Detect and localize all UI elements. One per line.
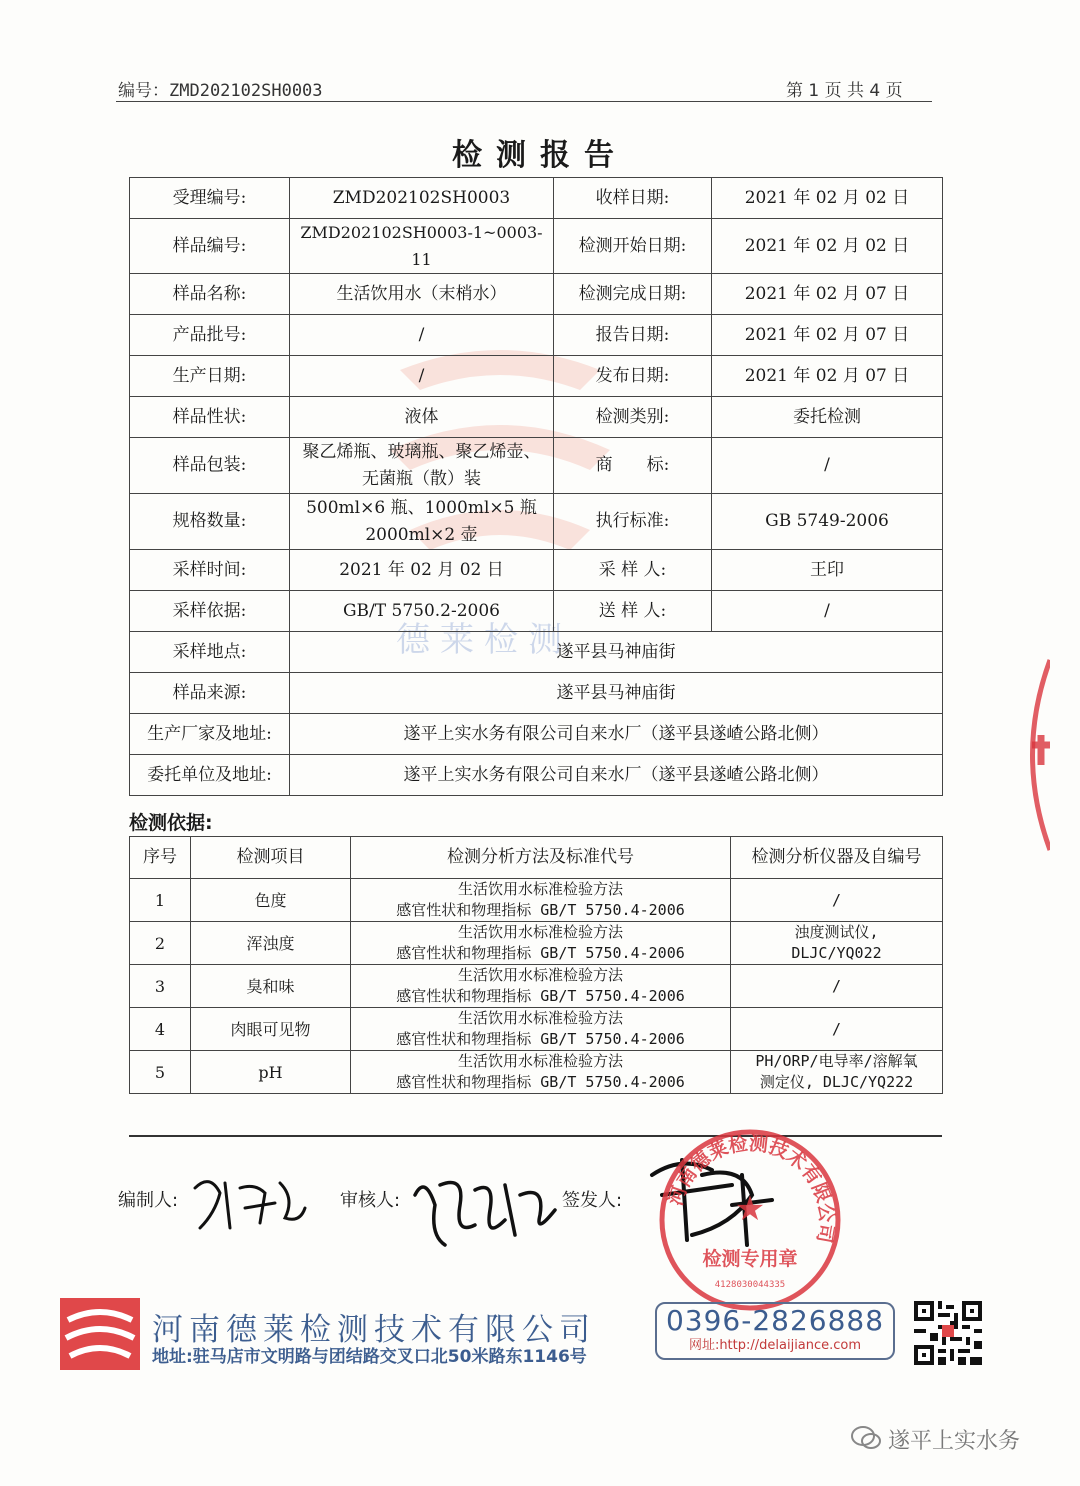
footer-company-name: 河南德莱检测技术有限公司 bbox=[152, 1312, 596, 1348]
watermark-text: 德莱检测 bbox=[396, 620, 572, 660]
table-row bbox=[130, 755, 943, 796]
table-row bbox=[130, 494, 943, 550]
category-value: 委托检测 bbox=[712, 397, 943, 438]
stamp-ring-text: 河南德莱检测技术有限公司 bbox=[664, 1132, 838, 1245]
row-instrument bbox=[731, 1051, 943, 1094]
end-date-value: 2021 年 02 月 07 日 bbox=[712, 274, 943, 315]
package-value bbox=[290, 438, 554, 494]
col-header-method: 检测分析方法及标准代号 bbox=[351, 837, 731, 879]
sample-name-value: 生活饮用水（末梢水） bbox=[290, 274, 554, 315]
prod-date-label: 生产日期: bbox=[130, 356, 290, 397]
start-date-value: 2021 年 02 月 02 日 bbox=[712, 219, 943, 274]
spec-line-2: 2000ml×2 壶 bbox=[365, 524, 478, 545]
manufacturer-value: 遂平上实水务有限公司自来水厂（遂平县遂嵖公路北侧） bbox=[290, 714, 943, 755]
test-basis-title: 检测依据: bbox=[129, 812, 213, 834]
method-line-1: 生活饮用水标准检验方法 bbox=[457, 1052, 623, 1070]
issuer-label: 签发人: bbox=[562, 1190, 623, 1211]
sampler-label: 采 样 人: bbox=[554, 550, 712, 591]
table-row bbox=[130, 673, 943, 714]
manufacturer-label: 生产厂家及地址: bbox=[130, 714, 290, 755]
footer-address: 地址:驻马店市文明路与团结路交叉口北50米路东1146号 bbox=[152, 1347, 587, 1367]
spec-value bbox=[290, 494, 554, 550]
row-no: 1 bbox=[130, 879, 191, 922]
brand-value: / bbox=[712, 438, 943, 494]
sampler-value: 王印 bbox=[712, 550, 943, 591]
package-line-1: 聚乙烯瓶、玻璃瓶、聚乙烯壶、 bbox=[302, 441, 541, 462]
footer-website[interactable]: 网址:http://delaijiance.com bbox=[688, 1338, 862, 1353]
basis-value: GB/T 5750.2-2006 bbox=[290, 591, 554, 632]
table-row bbox=[130, 632, 943, 673]
footer-phone: 0396-2826888 bbox=[665, 1304, 885, 1337]
table-row bbox=[130, 965, 943, 1008]
method-line-1: 生活饮用水标准检验方法 bbox=[457, 966, 623, 984]
instrument-line-1: 浊度测试仪, bbox=[794, 923, 879, 941]
location-label: 采样地点: bbox=[130, 632, 290, 673]
category-label: 检测类别: bbox=[554, 397, 712, 438]
method-line-1: 生活饮用水标准检验方法 bbox=[457, 880, 623, 898]
row-no: 2 bbox=[130, 922, 191, 965]
stamp-center-text: 检测专用章 bbox=[702, 1248, 798, 1270]
sample-time-label: 采样时间: bbox=[130, 550, 290, 591]
state-label: 样品性状: bbox=[130, 397, 290, 438]
qr-code-icon bbox=[914, 1300, 982, 1366]
table-row bbox=[130, 922, 943, 965]
report-title: 检测报告 bbox=[452, 138, 628, 173]
compiler-signature bbox=[185, 1168, 315, 1243]
side-stamp-icon bbox=[1010, 655, 1050, 855]
stamp-number: 4128030044335 bbox=[714, 1280, 786, 1290]
row-item: 色度 bbox=[191, 879, 351, 922]
star-icon: ★ bbox=[734, 1189, 766, 1229]
client-label: 委托单位及地址: bbox=[130, 755, 290, 796]
instrument-line-2: DLJC/YQ022 bbox=[791, 944, 882, 962]
row-no: 5 bbox=[130, 1051, 191, 1094]
method-line-2: 感官性状和物理指标 GB/T 5750.4-2006 bbox=[396, 901, 685, 919]
table-row bbox=[130, 550, 943, 591]
spec-label: 规格数量: bbox=[130, 494, 290, 550]
report-number: 编号：ZMD202102SH0003 bbox=[118, 81, 323, 101]
standard-value: GB 5749-2006 bbox=[712, 494, 943, 550]
table-row bbox=[130, 1008, 943, 1051]
batch-value: / bbox=[290, 315, 554, 356]
col-header-item: 检测项目 bbox=[191, 837, 351, 879]
page-indicator: 第 1 页 共 4 页 bbox=[786, 81, 903, 101]
row-item: 浑浊度 bbox=[191, 922, 351, 965]
instrument-line-1: / bbox=[831, 890, 842, 909]
row-method bbox=[351, 1008, 731, 1051]
table-row bbox=[130, 397, 943, 438]
contact-box bbox=[655, 1302, 895, 1360]
accept-no-value: ZMD202102SH0003 bbox=[290, 178, 554, 219]
account-name: 遂平上实水务 bbox=[888, 1429, 1021, 1454]
row-no: 4 bbox=[130, 1008, 191, 1051]
row-instrument bbox=[731, 965, 943, 1008]
row-item: 肉眼可见物 bbox=[191, 1008, 351, 1051]
table-row bbox=[130, 879, 943, 922]
official-stamp bbox=[655, 1125, 845, 1315]
client-value: 遂平上实水务有限公司自来水厂（遂平县遂嵖公路北侧） bbox=[290, 755, 943, 796]
row-instrument bbox=[731, 879, 943, 922]
header-divider bbox=[116, 101, 932, 102]
table-row bbox=[130, 274, 943, 315]
row-instrument bbox=[731, 1008, 943, 1051]
wechat-icon bbox=[850, 1424, 882, 1452]
sample-info-table bbox=[129, 177, 943, 796]
spec-line-1: 500ml×6 瓶、1000ml×5 瓶 bbox=[306, 497, 537, 518]
col-header-no: 序号 bbox=[130, 837, 191, 879]
row-item: 臭和味 bbox=[191, 965, 351, 1008]
end-date-label: 检测完成日期: bbox=[554, 274, 712, 315]
standard-label: 执行标准: bbox=[554, 494, 712, 550]
issue-date-value: 2021 年 02 月 07 日 bbox=[712, 356, 943, 397]
row-method bbox=[351, 965, 731, 1008]
report-date-label: 报告日期: bbox=[554, 315, 712, 356]
instrument-line-1: / bbox=[831, 976, 842, 995]
row-method bbox=[351, 879, 731, 922]
row-item: pH bbox=[191, 1051, 351, 1094]
receive-date-label: 收样日期: bbox=[554, 178, 712, 219]
issue-date-label: 发布日期: bbox=[554, 356, 712, 397]
state-value: 液体 bbox=[290, 397, 554, 438]
sender-value: / bbox=[712, 591, 943, 632]
package-line-2: 无菌瓶（散）装 bbox=[362, 468, 481, 489]
table-row bbox=[130, 315, 943, 356]
row-instrument bbox=[731, 922, 943, 965]
sample-no-value: ZMD202102SH0003-1~0003-11 bbox=[290, 219, 554, 274]
prod-date-value: / bbox=[290, 356, 554, 397]
table-row bbox=[130, 1051, 943, 1094]
start-date-label: 检测开始日期: bbox=[554, 219, 712, 274]
instrument-line-1: / bbox=[831, 1019, 842, 1038]
table-row bbox=[130, 219, 943, 274]
instrument-line-1: PH/ORP/电导率/溶解氧 bbox=[755, 1052, 918, 1070]
table-row bbox=[130, 591, 943, 632]
sample-no-label: 样品编号: bbox=[130, 219, 290, 274]
sender-label: 送 样 人: bbox=[554, 591, 712, 632]
row-no: 3 bbox=[130, 965, 191, 1008]
source-label: 样品来源: bbox=[130, 673, 290, 714]
table-row bbox=[130, 178, 943, 219]
batch-label: 产品批号: bbox=[130, 315, 290, 356]
basis-label: 采样依据: bbox=[130, 591, 290, 632]
brand-label: 商 标: bbox=[554, 438, 712, 494]
table-header-row bbox=[130, 837, 943, 879]
reviewer-signature bbox=[405, 1165, 565, 1255]
method-line-2: 感官性状和物理指标 GB/T 5750.4-2006 bbox=[396, 1073, 685, 1091]
row-method bbox=[351, 1051, 731, 1094]
sample-name-label: 样品名称: bbox=[130, 274, 290, 315]
table-row bbox=[130, 356, 943, 397]
accept-no-label: 受理编号: bbox=[130, 178, 290, 219]
method-line-1: 生活饮用水标准检验方法 bbox=[457, 1009, 623, 1027]
method-line-1: 生活饮用水标准检验方法 bbox=[457, 923, 623, 941]
receive-date-value: 2021 年 02 月 02 日 bbox=[712, 178, 943, 219]
method-line-2: 感官性状和物理指标 GB/T 5750.4-2006 bbox=[396, 1030, 685, 1048]
report-date-value: 2021 年 02 月 07 日 bbox=[712, 315, 943, 356]
company-logo-icon bbox=[60, 1298, 140, 1370]
col-header-instrument: 检测分析仪器及自编号 bbox=[731, 837, 943, 879]
method-line-2: 感官性状和物理指标 GB/T 5750.4-2006 bbox=[396, 944, 685, 962]
method-line-2: 感官性状和物理指标 GB/T 5750.4-2006 bbox=[396, 987, 685, 1005]
table-row bbox=[130, 438, 943, 494]
instrument-line-2: 测定仪, DLJC/YQ222 bbox=[759, 1073, 914, 1091]
package-label: 样品包装: bbox=[130, 438, 290, 494]
sample-time-value: 2021 年 02 月 02 日 bbox=[290, 550, 554, 591]
source-value: 遂平县马神庙街 bbox=[290, 673, 943, 714]
table-row bbox=[130, 714, 943, 755]
test-basis-table bbox=[129, 836, 943, 1094]
reviewer-label: 审核人: bbox=[340, 1190, 401, 1211]
row-method bbox=[351, 922, 731, 965]
compiler-label: 编制人: bbox=[118, 1190, 179, 1211]
location-value: 遂平县马神庙街 bbox=[290, 632, 943, 673]
